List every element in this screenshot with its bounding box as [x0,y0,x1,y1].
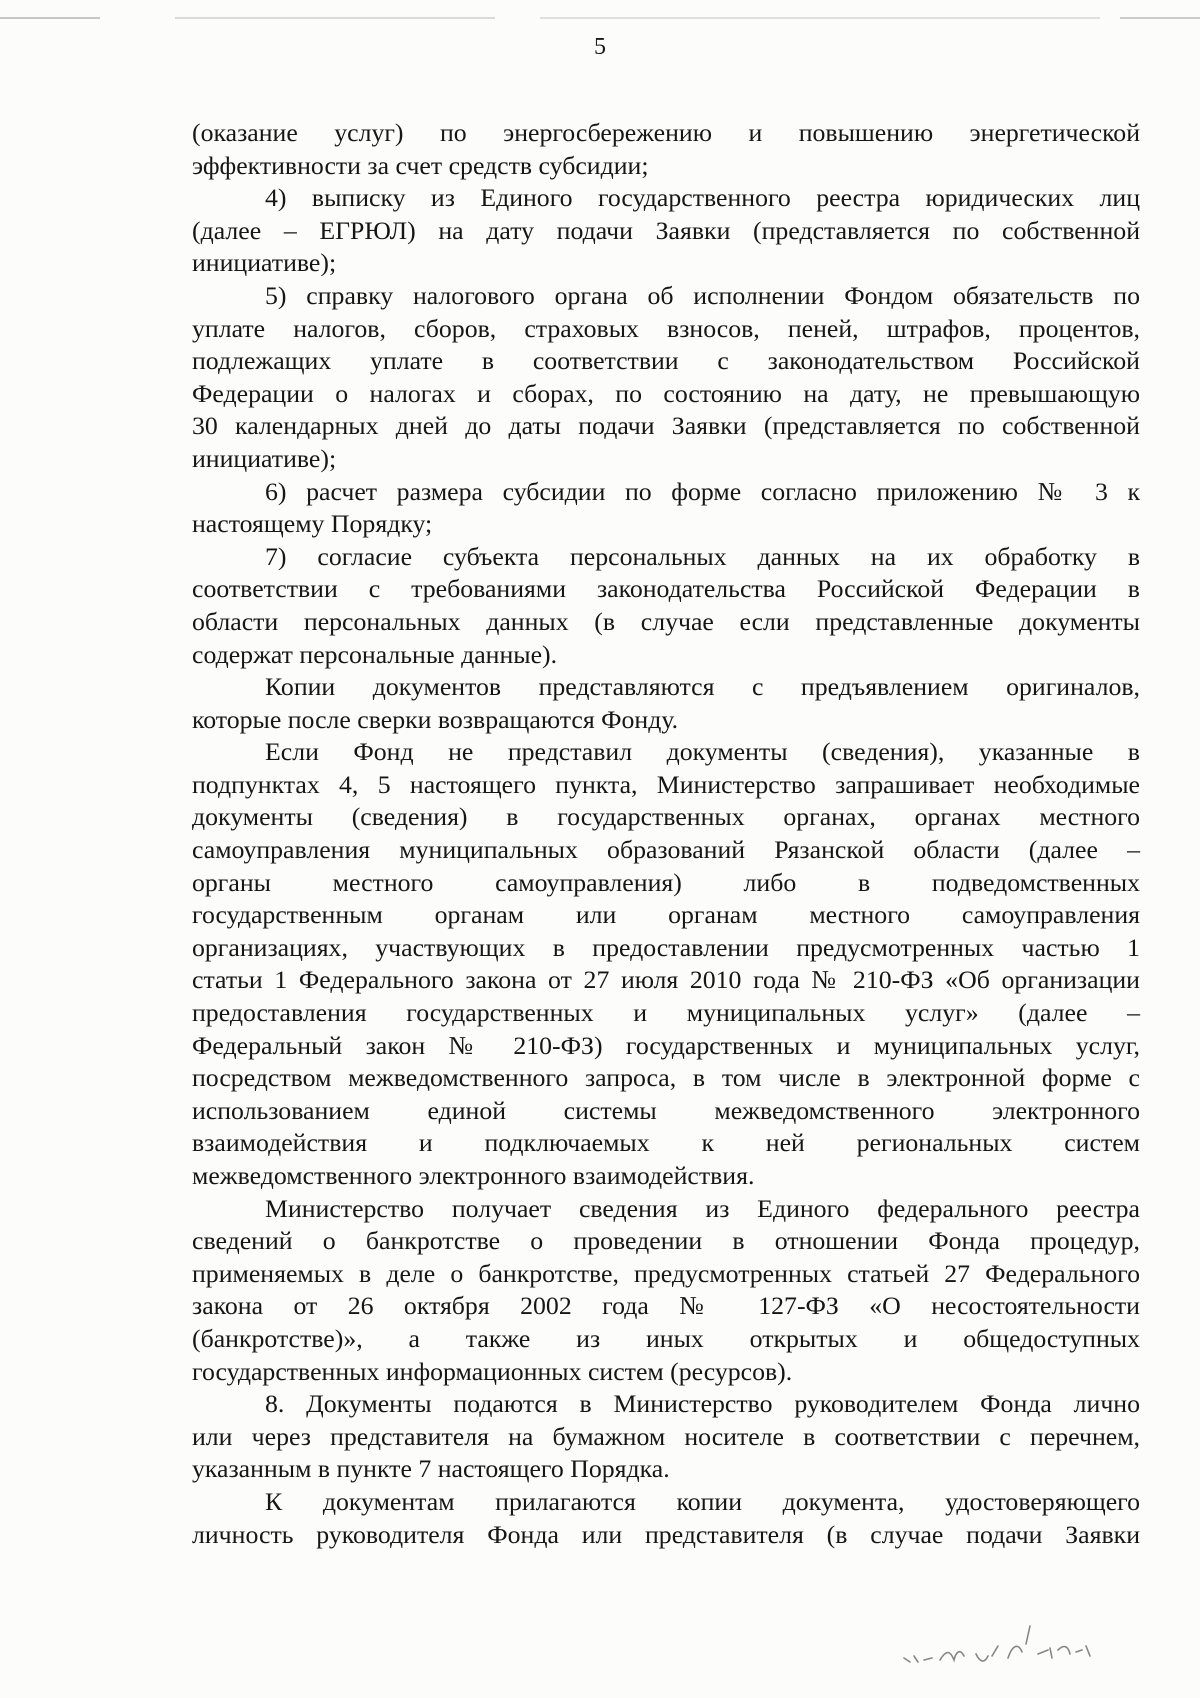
text-line: статьи 1 Федерального закона от 27 июля 2010 года № 210-ФЗ «Об организации [192,965,1140,995]
text-line: настоящему Порядку; [192,509,433,539]
text-line: 8. Документы подаются в Министерство руководителем Фонда лично [265,1389,1140,1419]
text-line: применяемых в деле о банкротстве, предусмотренных статьей 27 Федерального [192,1258,1140,1288]
text-line: Федерации о налогах и сборах, по состоянию на дату, не превышающую [192,378,1140,408]
text-line: закона от 26 октября 2002 года № 127-ФЗ «О несостоятельности [192,1291,1140,1321]
document-body [192,117,1140,1551]
text-line: самоуправления муниципальных образований Рязанской области (далее – [192,835,1140,865]
text-line: инициативе); [192,443,337,473]
text-line: инициативе); [192,248,337,278]
text-line: эффективности за счет средств субсидии; [192,150,649,180]
scan-artifact-line [540,17,1100,19]
text-line: личность руководителя Фонда или представителя (в случае подачи Заявки [192,1519,1140,1549]
scan-artifact-line [175,17,495,19]
text-line: предоставления государственных и муниципальных услуг» (далее – [192,998,1140,1028]
text-line: государственным органам или органам местного самоуправления [192,900,1140,930]
text-line: которые после сверки возвращаются Фонду. [192,704,679,734]
text-line: Министерство получает сведения из Единого федерального реестра [265,1193,1140,1223]
text-line: 6) расчет размера субсидии по форме согласно приложению № 3 к [265,476,1140,506]
text-line: Копии документов представляются с предъявлением оригиналов, [265,672,1140,702]
page-number: 5 [594,34,606,60]
scan-artifact-line [0,17,100,19]
text-line: взаимодействия и подключаемых к ней региональных систем [192,1128,1140,1158]
text-line: сведений о банкротстве о проведении в отношении Фонда процедур, [192,1226,1140,1256]
scan-artifact-line [1120,17,1200,19]
text-line: (банкротстве)», а также из иных открытых и общедоступных [192,1323,1140,1353]
text-line: 5) справку налогового органа об исполнении Фондом обязательств по [265,280,1140,310]
text-line: Федеральный закон № 210-ФЗ) государственных и муниципальных услуг, [192,1030,1140,1060]
text-line: соответствии с требованиями законодательства Российской Федерации в [192,574,1140,604]
text-line: 4) выписку из Единого государственного реестра юридических лиц [265,183,1140,213]
text-line: посредством межведомственного запроса, в том числе в электронной форме с [192,1063,1140,1093]
text-line: подлежащих уплате в соответствии с законодательством Российской [192,346,1140,376]
text-line: межведомственного электронного взаимодействия. [192,1161,755,1190]
text-line: организациях, участвующих в предоставлении предусмотренных частью 1 [192,932,1140,962]
text-line: документы (сведения) в государственных органах, органах местного [192,802,1140,832]
text-line: (далее – ЕГРЮЛ) на дату подачи Заявки (представляется по собственной [192,215,1140,245]
text-line: указанным в пункте 7 настоящего Порядка. [192,1454,670,1484]
text-line: 7) согласие субъекта персональных данных на их обработку в [265,541,1140,571]
text-line: уплате налогов, сборов, страховых взносов, пеней, штрафов, процентов, [192,313,1140,343]
text-line: К документам прилагаются копии документа, удостоверяющего [265,1486,1140,1516]
text-line: государственных информационных систем (ресурсов). [192,1356,793,1386]
handwritten-signature [900,1620,1130,1680]
text-line: (оказание услуг) по энергосбережению и повышению энергетической [192,118,1140,147]
text-line: органы местного самоуправления) либо в подведомственных [192,867,1140,897]
text-line: подпунктах 4, 5 настоящего пункта, Министерство запрашивает необходимые [192,769,1140,799]
text-line: 30 календарных дней до даты подачи Заявки (представляется по собственной [192,411,1140,441]
text-line: Если Фонд не представил документы (сведения), указанные в [265,737,1140,767]
text-line: области персональных данных (в случае если представленные документы [192,606,1140,636]
text-line: использованием единой системы межведомственного электронного [192,1095,1140,1125]
text-line: содержат персональные данные). [192,639,558,669]
text-line: или через представителя на бумажном носителе в соответствии с перечнем, [192,1421,1140,1451]
